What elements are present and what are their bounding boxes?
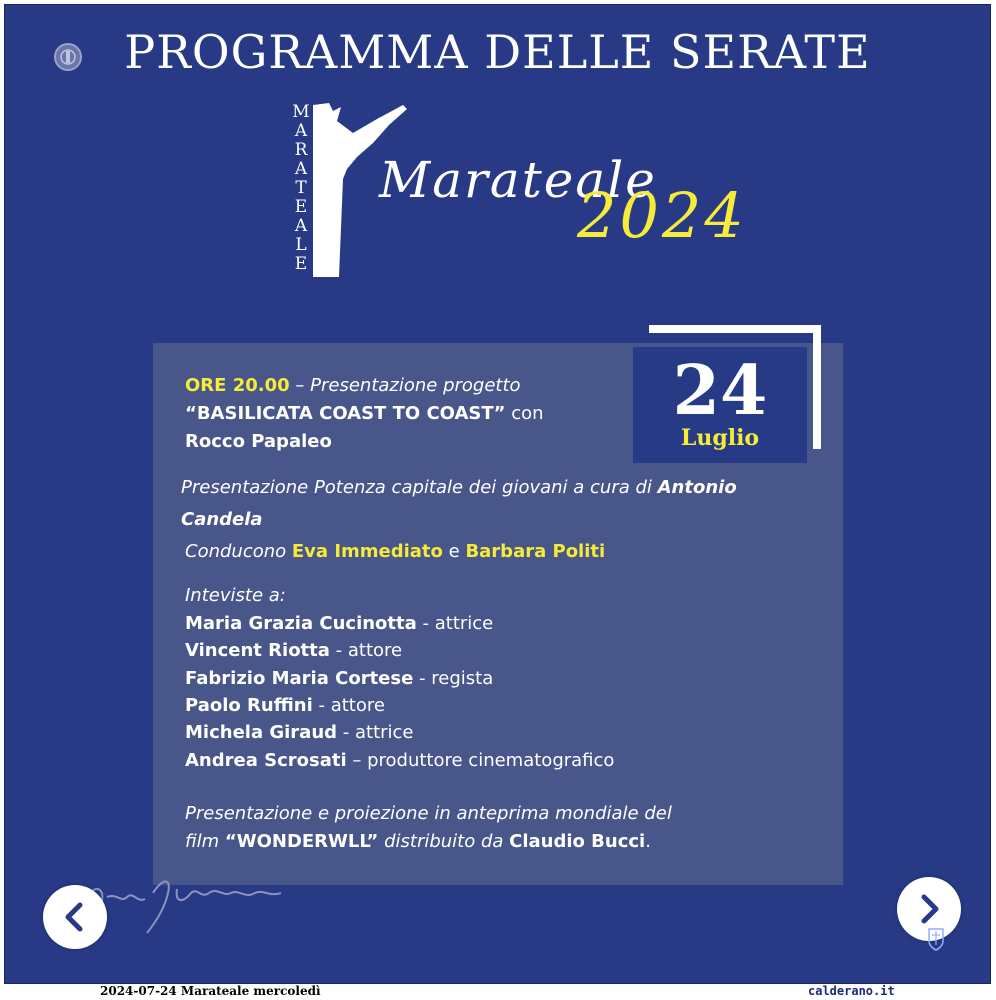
logo-letter: E — [294, 254, 308, 274]
interview-row — [185, 668, 493, 689]
interview-row — [185, 640, 402, 661]
date-day: 24 — [672, 351, 768, 431]
interview-role: produttore cinematografico — [367, 749, 615, 771]
signature-icon — [77, 863, 293, 941]
logo-letter: A — [294, 121, 308, 141]
interview-sep: – — [346, 749, 368, 771]
logo-letter: L — [295, 235, 307, 255]
interview-row — [185, 613, 493, 634]
interview-name: Fabrizio Maria Cortese — [185, 667, 414, 689]
logo-letter: T — [295, 178, 307, 198]
logo-letter: E — [294, 197, 308, 217]
poster — [4, 4, 991, 984]
footer-caption: 2024-07-24 Marateale mercoledì — [100, 984, 321, 998]
interview-sep: - — [416, 613, 435, 634]
logo-letter: M — [292, 102, 310, 122]
hosts-line: Conducono Eva Immediato e Barbara Politi — [185, 541, 606, 562]
potenza-line-2: Candela — [181, 509, 263, 530]
interview-sep: - — [337, 722, 355, 744]
interview-row — [185, 695, 385, 716]
chevron-right-icon — [915, 893, 943, 925]
interviews-label: Inteviste a: — [185, 585, 286, 606]
chevron-left-icon — [61, 901, 89, 933]
film-line-1: Presentazione e proiezione in anteprima mondiale del — [185, 803, 672, 824]
logo-letter: A — [294, 159, 308, 179]
logo-letter: R — [294, 140, 308, 160]
interview-role: regista — [431, 667, 494, 689]
interview-sep: - — [413, 667, 432, 689]
interview-name: Vincent Riotta — [185, 640, 330, 662]
page-title: PROGRAMMA DELLE SERATE — [124, 25, 871, 79]
crest-icon — [927, 925, 945, 951]
logo-vertical-text — [291, 103, 311, 274]
footer-bar — [0, 984, 996, 1000]
interview-row — [185, 750, 614, 771]
date-month: Luglio — [680, 425, 760, 451]
program-guest: Rocco Papaleo — [185, 431, 332, 452]
interview-role: attore — [330, 694, 385, 716]
logo-year: 2024 — [577, 179, 747, 252]
interview-role: attrice — [354, 722, 414, 744]
interview-role: attrice — [434, 613, 494, 634]
interview-name: Maria Grazia Cucinotta — [185, 613, 417, 634]
date-badge — [633, 325, 825, 463]
logo-script: Marateale — [379, 151, 657, 209]
interview-name: Michela Giraud — [185, 722, 338, 744]
film-line-2: film “WONDERWLL” distribuito da Claudio Bucci. — [185, 831, 651, 852]
program-line-1: ORE 20.00 – Presentazione progetto — [185, 375, 521, 396]
interview-role: attore — [347, 640, 403, 662]
date-inner — [633, 347, 807, 463]
footer-site-link[interactable]: calderano.it — [808, 984, 895, 998]
interview-row — [185, 722, 414, 743]
logo-letter: A — [294, 216, 308, 236]
interview-name: Andrea Scrosati — [185, 749, 347, 771]
potenza-line-1: Presentazione Potenza capitale dei giovani a cura di Antonio — [181, 477, 737, 498]
marateale-logo — [281, 97, 761, 287]
interview-sep: - — [312, 694, 331, 716]
program-line-2: “BASILICATA COAST TO COAST” con — [185, 403, 544, 424]
previous-button[interactable] — [43, 885, 107, 949]
interview-sep: - — [329, 640, 348, 662]
interview-name: Paolo Ruffini — [185, 694, 313, 716]
